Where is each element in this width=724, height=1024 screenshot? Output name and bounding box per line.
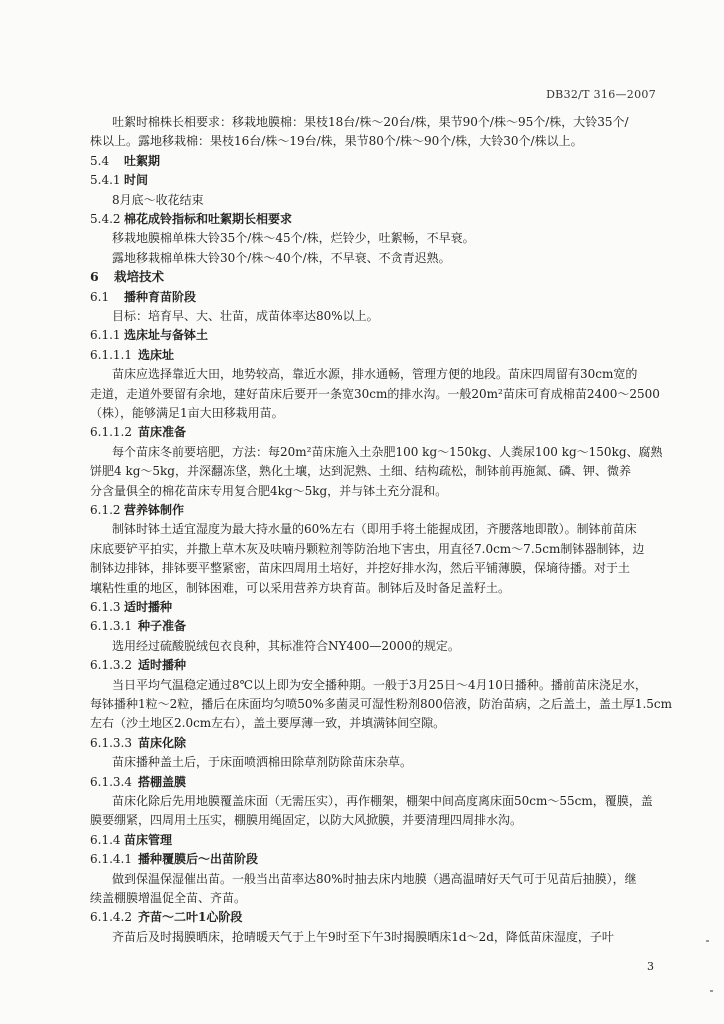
section-number: 6.1.1.1 [90, 347, 132, 362]
section-number: 6.1.3.3 [90, 735, 132, 750]
section-heading [90, 657, 186, 673]
section-heading [90, 735, 186, 751]
section-heading [90, 851, 258, 867]
paragraph-line: 制钵时钵土适宜湿度为最大持水量的60%左右（即用手将土能握成团，齐腰落地即散）。制钵前苗床 [112, 522, 637, 537]
section-title: 种子准备 [138, 619, 187, 634]
section-number: 6.1.4.2 [90, 910, 132, 925]
section-heading [90, 347, 174, 363]
section-number: 6.1.2 [90, 503, 121, 517]
paragraph-line: 齐苗后及时揭膜晒床，抢晴暖天气于上午9时至下午3时揭膜晒床1d～2d，降低苗床湿度，子叶 [112, 929, 614, 944]
section-heading [90, 599, 172, 615]
section-heading [90, 153, 160, 169]
paragraph-line: 吐絮时棉株长相要求：移栽地膜棉：果枝18台/株～20台/株，果节90个/株～95个/株，大铃35个/ [112, 115, 629, 129]
paragraph-line: 8月底～收花结束 [112, 192, 204, 207]
paragraph-continuation: 制钵边排钵，排钵要平整紧密，苗床四周用土培好，并挖好排水沟，然后平铺薄膜，保墒待播。对于土 [90, 561, 631, 576]
paragraph-line: 苗床播种盖土后，于床面喷洒棉田除草剂防除苗床杂草。 [112, 755, 413, 770]
paragraph-continuation: 壤粘性重的地区，制钵困难，可以采用营养方块育苗。制钵后及时备足盖籽土。 [90, 580, 511, 595]
section-title: 棉花成铃指标和吐絮期长相要求 [124, 212, 293, 226]
section-title: 播种育苗阶段 [124, 289, 197, 304]
paragraph-continuation: （株），能够满足1亩大田移栽用苗。 [90, 406, 284, 420]
paragraph-continuation: 饼肥4 kg～5kg，并深翻冻垡，熟化土壤，达到泥熟、土细、结构疏松，制钵前再施氮、磷、钾、微养 [90, 464, 631, 479]
chapter-heading [90, 269, 164, 285]
section-heading [90, 211, 292, 227]
scan-mark [706, 940, 709, 942]
paragraph-line: 苗床化除后先用地膜覆盖床面（无需压实），再作棚架，棚架中间高度离床面50cm～55cm，覆膜，盖 [112, 794, 653, 808]
section-number: 5.4 [90, 153, 110, 168]
section-number: 6.1.4.1 [90, 852, 132, 867]
section-number: 5.4.1 [90, 173, 121, 188]
section-title: 选床址 [138, 347, 175, 362]
section-title: 搭棚盖膜 [138, 774, 187, 789]
standard-code: DB32/T 316—2007 [546, 88, 656, 101]
paragraph-line: 露地移栽棉单株大铃30个/株～40个/株，不早衰、不贪青迟熟。 [112, 250, 451, 265]
section-title: 适时播种 [124, 600, 173, 614]
section-number: 6.1.3.4 [90, 774, 132, 789]
section-title: 时间 [124, 173, 149, 188]
section-heading [90, 909, 242, 925]
section-number: 6.1 [90, 289, 110, 304]
section-number: 6.1.1 [90, 328, 121, 343]
section-title: 选床址与备钵土 [124, 328, 209, 343]
paragraph-continuation: 每钵播种1粒～2粒，播后在床面均匀喷50%多菌灵可湿性粉剂800倍液，防治苗病，之后盖土，盖土厚1.5cm [90, 697, 673, 711]
section-title: 适时播种 [138, 658, 187, 673]
section-number: 6 [90, 269, 99, 285]
section-heading [90, 502, 184, 518]
paragraph-line: 做到保温保湿催出苗。一般当出苗率达80%时抽去床内地膜（遇高温晴好天气可于见苗后抽膜），继 [112, 871, 637, 886]
page-number: 3 [647, 960, 654, 973]
paragraph-continuation: 膜要绷紧，四周用土压实，棚膜用绳固定，以防大风掀膜，并要清理四周排水沟。 [90, 813, 523, 828]
paragraph-line: 每个苗床冬前要培肥，方法：每20m²苗床施入土杂肥100 kg～150kg、人粪尿100 kg～150kg、腐熟 [112, 444, 663, 459]
section-heading [90, 424, 186, 440]
section-heading [90, 172, 148, 188]
section-heading [90, 618, 186, 634]
section-number: 6.1.4 [90, 832, 121, 847]
section-number: 6.1.3.2 [90, 658, 132, 673]
paragraph-line: 苗床应选择靠近大田，地势较高，靠近水源，排水通畅，管理方便的地段。苗床四周留有30cm宽的 [112, 367, 638, 382]
section-title: 苗床管理 [124, 832, 173, 847]
section-number: 6.1.3 [90, 600, 121, 614]
section-title: 苗床准备 [138, 425, 187, 440]
paragraph-line: 目标：培育早、大、壮苗，成苗体率达80%以上。 [112, 309, 379, 323]
section-heading [90, 327, 208, 343]
section-title: 播种覆膜后～出苗阶段 [138, 852, 259, 867]
paragraph-continuation: 左右（沙土地区2.0cm左右），盖土要厚薄一致，并填满钵间空隙。 [90, 716, 446, 731]
section-heading [90, 832, 172, 848]
section-number: 6.1.1.2 [90, 425, 132, 440]
section-title: 苗床化除 [138, 735, 187, 750]
section-heading [90, 774, 186, 790]
paragraph-continuation: 走道，走道外要留有余地，建好苗床后要开一条宽30cm的排水沟。一般20m²苗床可育成棉苗2400～2500 [90, 386, 660, 401]
paragraph-continuation: 床底要铲平拍实，并撒上草木灰及呋喃丹颗粒剂等防治地下害虫，用直径7.0cm～7.5cm制钵器制钵，边 [90, 541, 645, 556]
paragraph-continuation: 分含量俱全的棉花苗床专用复合肥4kg～5kg，并与钵土充分混和。 [90, 483, 448, 498]
paragraph-continuation: 株以上。露地移栽棉：果枝16台/株～19台/株，果节80个/株～90个/株，大铃30个/株以上。 [90, 134, 583, 149]
section-title: 营养钵制作 [124, 503, 185, 517]
section-title: 齐苗～二叶1心阶段 [138, 910, 243, 925]
paragraph-line: 当日平均气温稳定通过8℃以上即为安全播种期。一般于3月25日～4月10日播种。播前苗床浇足水， [112, 677, 647, 692]
section-heading [90, 289, 196, 305]
paragraph-continuation: 续盖棚膜增温促全苗、齐苗。 [90, 891, 247, 905]
section-title: 吐絮期 [124, 153, 161, 168]
section-title: 栽培技术 [114, 269, 165, 285]
paragraph-line: 移栽地膜棉单株大铃35个/株～45个/株，烂铃少，吐絮畅，不早衰。 [112, 231, 475, 246]
section-number: 5.4.2 [90, 212, 121, 226]
paragraph-line: 选用经过硫酸脱绒包衣良种，其标准符合NY400—2000的规定。 [112, 638, 460, 653]
section-number: 6.1.3.1 [90, 619, 132, 634]
scan-mark [710, 990, 713, 992]
